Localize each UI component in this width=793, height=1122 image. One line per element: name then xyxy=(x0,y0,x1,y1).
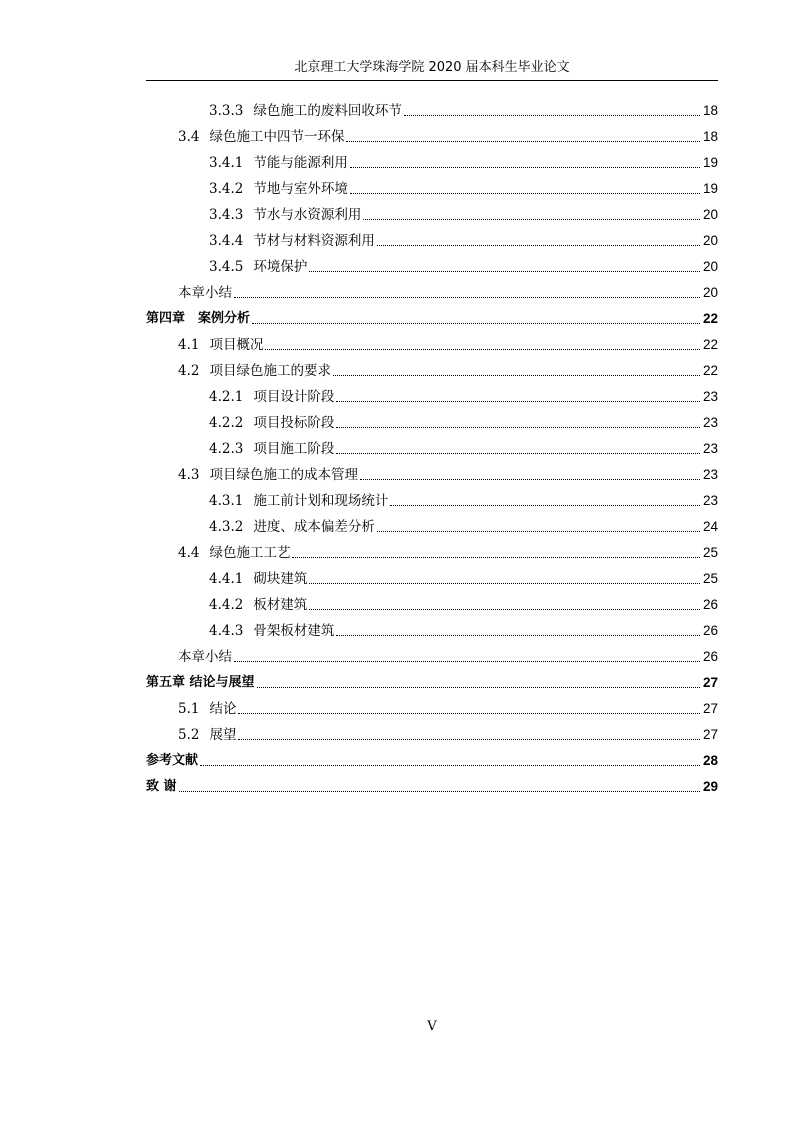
toc-entry[interactable] xyxy=(146,770,718,796)
toc-dot-leader xyxy=(404,115,700,116)
toc-entry-number: 4.2.2 xyxy=(209,415,244,431)
toc-entry-title: 绿色施工的废料回收环节 xyxy=(253,103,402,119)
toc-entry-number: 3.4.3 xyxy=(209,207,244,223)
toc-entry-number: 4.1 xyxy=(178,337,200,353)
toc-entry-title: 项目投标阶段 xyxy=(253,415,335,431)
toc-entry-title: 第四章 案例分析 xyxy=(146,311,251,326)
toc-entry-title: 参考文献 xyxy=(146,753,199,768)
toc-entry-title: 板材建筑 xyxy=(253,597,308,613)
toc-dot-leader xyxy=(336,635,700,636)
toc-dot-leader xyxy=(336,401,700,402)
toc-dot-leader xyxy=(234,661,700,662)
toc-dot-leader xyxy=(350,167,700,168)
toc-entry[interactable] xyxy=(146,510,718,536)
toc-dot-leader xyxy=(390,505,700,506)
toc-entry-title: 本章小结 xyxy=(178,649,232,665)
toc-dot-leader xyxy=(200,765,700,766)
toc-entry-number: 4.4.1 xyxy=(209,571,244,587)
toc-entry[interactable] xyxy=(146,536,718,562)
toc-entry-title: 绿色施工中四节一环保 xyxy=(209,129,345,145)
toc-entry-number: 4.2.3 xyxy=(209,441,244,457)
toc-entry-page: 25 xyxy=(702,545,718,560)
toc-entry-page: 27 xyxy=(702,701,718,716)
toc-entry-page: 20 xyxy=(702,233,718,248)
toc-entry-title: 致 谢 xyxy=(146,779,177,794)
toc-entry-title: 项目概况 xyxy=(209,337,264,353)
toc-entry-page: 20 xyxy=(702,259,718,274)
toc-entry-title: 项目绿色施工的成本管理 xyxy=(209,467,358,483)
toc-entry-number: 4.2 xyxy=(178,363,200,379)
toc-entry-page: 27 xyxy=(702,727,718,742)
toc-entry-number: 4.4.2 xyxy=(209,597,244,613)
toc-entry[interactable] xyxy=(146,588,718,614)
toc-dot-leader xyxy=(292,557,700,558)
toc-entry-page: 23 xyxy=(702,415,718,430)
toc-entry[interactable] xyxy=(146,484,718,510)
toc-dot-leader xyxy=(257,687,700,688)
toc-entry-title: 环境保护 xyxy=(253,259,308,275)
toc-entry-title: 绿色施工工艺 xyxy=(209,545,291,561)
toc-entry-page: 18 xyxy=(702,103,718,118)
page-number: V xyxy=(427,1019,437,1034)
toc-entry-number: 3.3.3 xyxy=(209,103,244,119)
toc-entry-page: 23 xyxy=(702,441,718,456)
running-header: 北京理工大学珠海学院 2020 届本科生毕业论文 xyxy=(294,60,570,75)
toc-entry-title: 第五章 结论与展望 xyxy=(146,675,255,690)
toc-entry-page: 26 xyxy=(702,649,718,664)
toc-dot-leader xyxy=(346,141,700,142)
toc-entry-title: 节地与室外环境 xyxy=(253,181,348,197)
toc-entry-title: 项目绿色施工的要求 xyxy=(209,363,331,379)
toc-entry[interactable] xyxy=(146,120,718,146)
toc-dot-leader xyxy=(377,531,700,532)
toc-entry[interactable] xyxy=(146,432,718,458)
toc-entry-title: 项目施工阶段 xyxy=(253,441,335,457)
toc-entry[interactable] xyxy=(146,172,718,198)
toc-dot-leader xyxy=(336,427,700,428)
toc-entry[interactable] xyxy=(146,380,718,406)
toc-entry-page: 19 xyxy=(702,181,718,196)
toc-entry-number: 3.4.4 xyxy=(209,233,244,249)
toc-entry[interactable] xyxy=(146,640,718,666)
toc-entry[interactable] xyxy=(146,224,718,250)
toc-entry-title: 骨架板材建筑 xyxy=(253,623,335,639)
toc-entry-title: 展望 xyxy=(209,727,237,743)
toc-entry-page: 29 xyxy=(702,779,718,794)
toc-entry-page: 23 xyxy=(702,389,718,404)
toc-entry-number: 3.4.5 xyxy=(209,259,244,275)
toc-dot-leader xyxy=(336,453,700,454)
toc-entry-page: 23 xyxy=(702,467,718,482)
toc-entry-number: 3.4 xyxy=(178,129,200,145)
toc-entry[interactable] xyxy=(146,328,718,354)
toc-dot-leader xyxy=(234,297,700,298)
toc-entry-title: 节材与材料资源利用 xyxy=(253,233,375,249)
toc-entry[interactable] xyxy=(146,406,718,432)
toc-dot-leader xyxy=(179,791,700,792)
toc-entry[interactable] xyxy=(146,744,718,770)
toc-entry-number: 4.4 xyxy=(178,545,200,561)
toc-entry-number: 5.1 xyxy=(178,701,200,717)
header-rule xyxy=(146,80,718,81)
toc-entry[interactable] xyxy=(146,718,718,744)
toc-entry-title: 项目设计阶段 xyxy=(253,389,335,405)
toc-dot-leader xyxy=(265,349,700,350)
toc-entry-page: 28 xyxy=(702,753,718,768)
toc-dot-leader xyxy=(309,271,700,272)
toc-entry[interactable] xyxy=(146,94,718,120)
toc-dot-leader xyxy=(350,193,700,194)
toc-dot-leader xyxy=(333,375,700,376)
toc-entry[interactable] xyxy=(146,562,718,588)
toc-dot-leader xyxy=(252,323,700,324)
toc-entry-number: 4.3.2 xyxy=(209,519,244,535)
toc-entry[interactable] xyxy=(146,458,718,484)
toc-entry[interactable] xyxy=(146,302,718,328)
toc-entry-page: 24 xyxy=(702,519,718,534)
toc-dot-leader xyxy=(238,713,700,714)
toc-entry-page: 20 xyxy=(702,285,718,300)
toc-entry-page: 19 xyxy=(702,155,718,170)
toc-entry-title: 节水与水资源利用 xyxy=(253,207,362,223)
toc-dot-leader xyxy=(309,609,700,610)
toc-entry-number: 3.4.2 xyxy=(209,181,244,197)
toc-entry-title: 结论 xyxy=(209,701,237,717)
toc-entry-number: 4.3.1 xyxy=(209,493,244,509)
toc-entry-page: 20 xyxy=(702,207,718,222)
toc-entry[interactable] xyxy=(146,250,718,276)
toc-entry-page: 22 xyxy=(702,363,718,378)
toc-entry-page: 27 xyxy=(702,675,718,690)
toc-entry[interactable] xyxy=(146,614,718,640)
toc-entry-page: 22 xyxy=(702,337,718,352)
toc-dot-leader xyxy=(360,479,700,480)
toc-entry-number: 4.4.3 xyxy=(209,623,244,639)
toc-entry-page: 25 xyxy=(702,571,718,586)
toc-entry[interactable] xyxy=(146,198,718,224)
toc-entry[interactable] xyxy=(146,354,718,380)
toc-entry[interactable] xyxy=(146,276,718,302)
toc-entry-page: 26 xyxy=(702,597,718,612)
toc-dot-leader xyxy=(363,219,700,220)
toc-entry-page: 26 xyxy=(702,623,718,638)
toc-dot-leader xyxy=(377,245,700,246)
toc-entry-number: 4.3 xyxy=(178,467,200,483)
toc-entry-title: 砌块建筑 xyxy=(253,571,308,587)
toc-entry-title: 节能与能源利用 xyxy=(253,155,348,171)
toc-entry-number: 3.4.1 xyxy=(209,155,244,171)
toc-entry[interactable] xyxy=(146,666,718,692)
toc-entry-title: 施工前计划和现场统计 xyxy=(253,493,389,509)
toc-entry-number: 5.2 xyxy=(178,727,200,743)
toc-entry-page: 22 xyxy=(702,311,718,326)
toc-entry-title: 进度、成本偏差分析 xyxy=(253,519,375,535)
toc-entry[interactable] xyxy=(146,692,718,718)
toc-dot-leader xyxy=(309,583,700,584)
toc-dot-leader xyxy=(238,739,700,740)
toc-entry-title: 本章小结 xyxy=(178,285,232,301)
toc-entry[interactable] xyxy=(146,146,718,172)
toc-entry-number: 4.2.1 xyxy=(209,389,244,405)
toc-entry-page: 18 xyxy=(702,129,718,144)
table-of-contents xyxy=(146,94,718,796)
toc-entry-page: 23 xyxy=(702,493,718,508)
